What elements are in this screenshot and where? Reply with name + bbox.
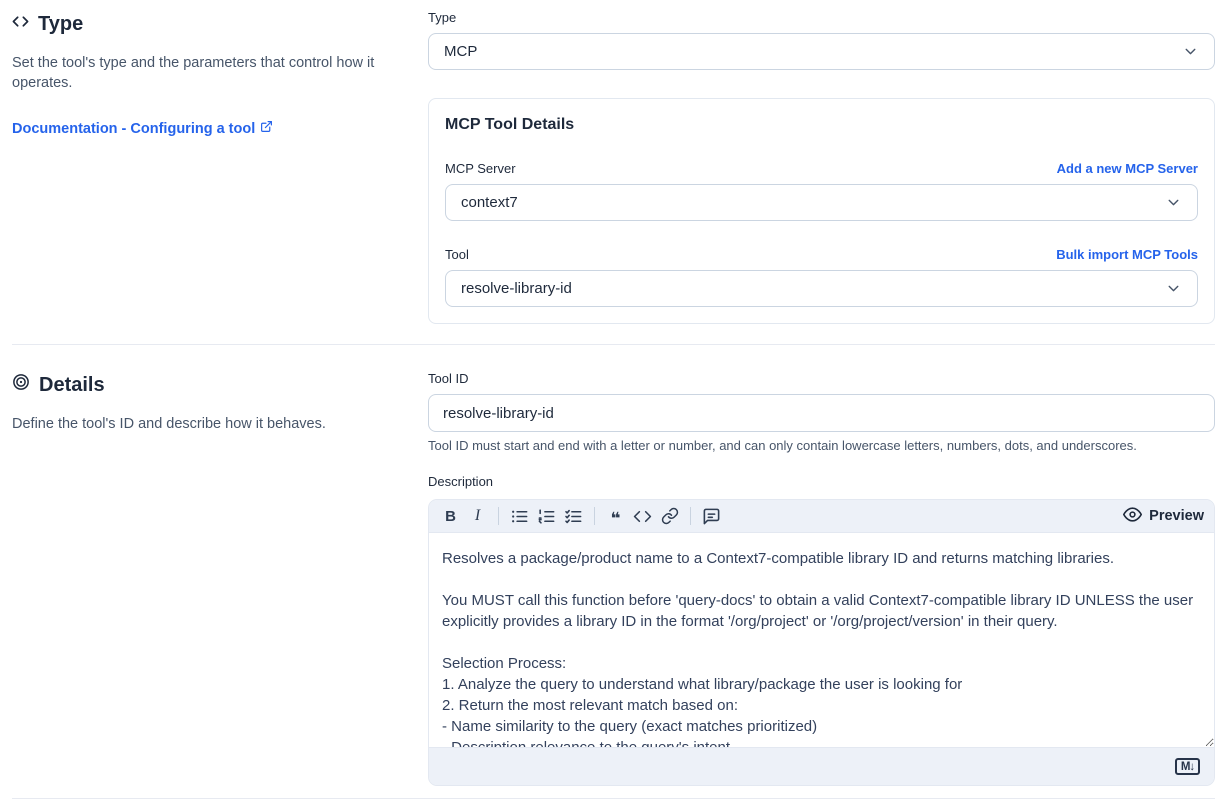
tool-label: Tool	[445, 247, 469, 262]
ordered-list-icon[interactable]	[533, 503, 560, 529]
quote-icon[interactable]: ❝	[602, 503, 629, 529]
tool-id-helper-text: Tool ID must start and end with a letter or number, and can only contain lowercase letters, numbers, dots, and underscores.	[428, 438, 1137, 453]
documentation-link[interactable]	[12, 120, 273, 138]
mcp-server-label: MCP Server	[445, 161, 516, 176]
chevron-down-icon	[1182, 43, 1199, 60]
bullet-list-icon[interactable]	[506, 503, 533, 529]
toolbar-separator	[594, 507, 595, 525]
tool-label-row	[445, 247, 1198, 263]
type-section-heading	[12, 12, 400, 36]
type-section-fields	[428, 10, 1227, 324]
type-select[interactable]	[428, 33, 1215, 70]
details-section-title: Details	[39, 374, 105, 396]
code-icon[interactable]	[629, 503, 656, 529]
description-textarea[interactable]	[429, 533, 1214, 747]
tool-id-input[interactable]	[428, 394, 1215, 432]
details-section-intro	[0, 371, 428, 434]
tool-id-label: Tool ID	[428, 371, 469, 386]
mcp-server-label-row	[445, 161, 1198, 177]
details-section-heading	[12, 373, 400, 397]
type-select-value: MCP	[444, 43, 478, 60]
mcp-tool-details-card	[428, 98, 1215, 324]
type-field-label: Type	[428, 10, 457, 25]
details-section	[0, 345, 1227, 786]
mcp-server-select-value: context7	[461, 194, 518, 211]
link-icon[interactable]	[656, 503, 683, 529]
type-section-description: Set the tool's type and the parameters that control how it operates.	[12, 55, 375, 91]
chevron-down-icon	[1165, 194, 1182, 211]
toolbar-separator	[498, 507, 499, 525]
details-section-description: Define the tool's ID and describe how it behaves.	[12, 416, 326, 432]
bulk-import-mcp-tools-link[interactable]: Bulk import MCP Tools	[1056, 247, 1198, 262]
description-editor-toolbar	[429, 500, 1214, 533]
description-label: Description	[428, 474, 494, 489]
add-mcp-server-link[interactable]: Add a new MCP Server	[1056, 161, 1198, 176]
markdown-icon[interactable]: M↓	[1175, 758, 1200, 775]
external-link-icon	[260, 120, 273, 138]
tool-select-value: resolve-library-id	[461, 280, 572, 297]
mcp-card-title: MCP Tool Details	[445, 116, 575, 133]
type-section-title: Type	[38, 13, 84, 35]
description-editor	[428, 499, 1215, 786]
comment-icon[interactable]	[698, 503, 725, 529]
italic-icon[interactable]: I	[464, 503, 491, 529]
eye-icon	[1123, 505, 1142, 528]
type-section	[0, 0, 1227, 324]
target-icon	[12, 373, 30, 397]
preview-button[interactable]	[1123, 505, 1204, 528]
code-icon	[12, 12, 29, 36]
bold-icon[interactable]: B	[437, 503, 464, 529]
documentation-link-label: Documentation - Configuring a tool	[12, 121, 256, 137]
chevron-down-icon	[1165, 280, 1182, 297]
tool-select[interactable]	[445, 270, 1198, 307]
preview-button-label: Preview	[1149, 508, 1204, 524]
mcp-server-select[interactable]	[445, 184, 1198, 221]
type-section-intro	[0, 10, 428, 138]
toolbar-separator	[690, 507, 691, 525]
description-editor-footer	[429, 747, 1214, 785]
check-list-icon[interactable]	[560, 503, 587, 529]
details-section-fields	[428, 371, 1227, 786]
